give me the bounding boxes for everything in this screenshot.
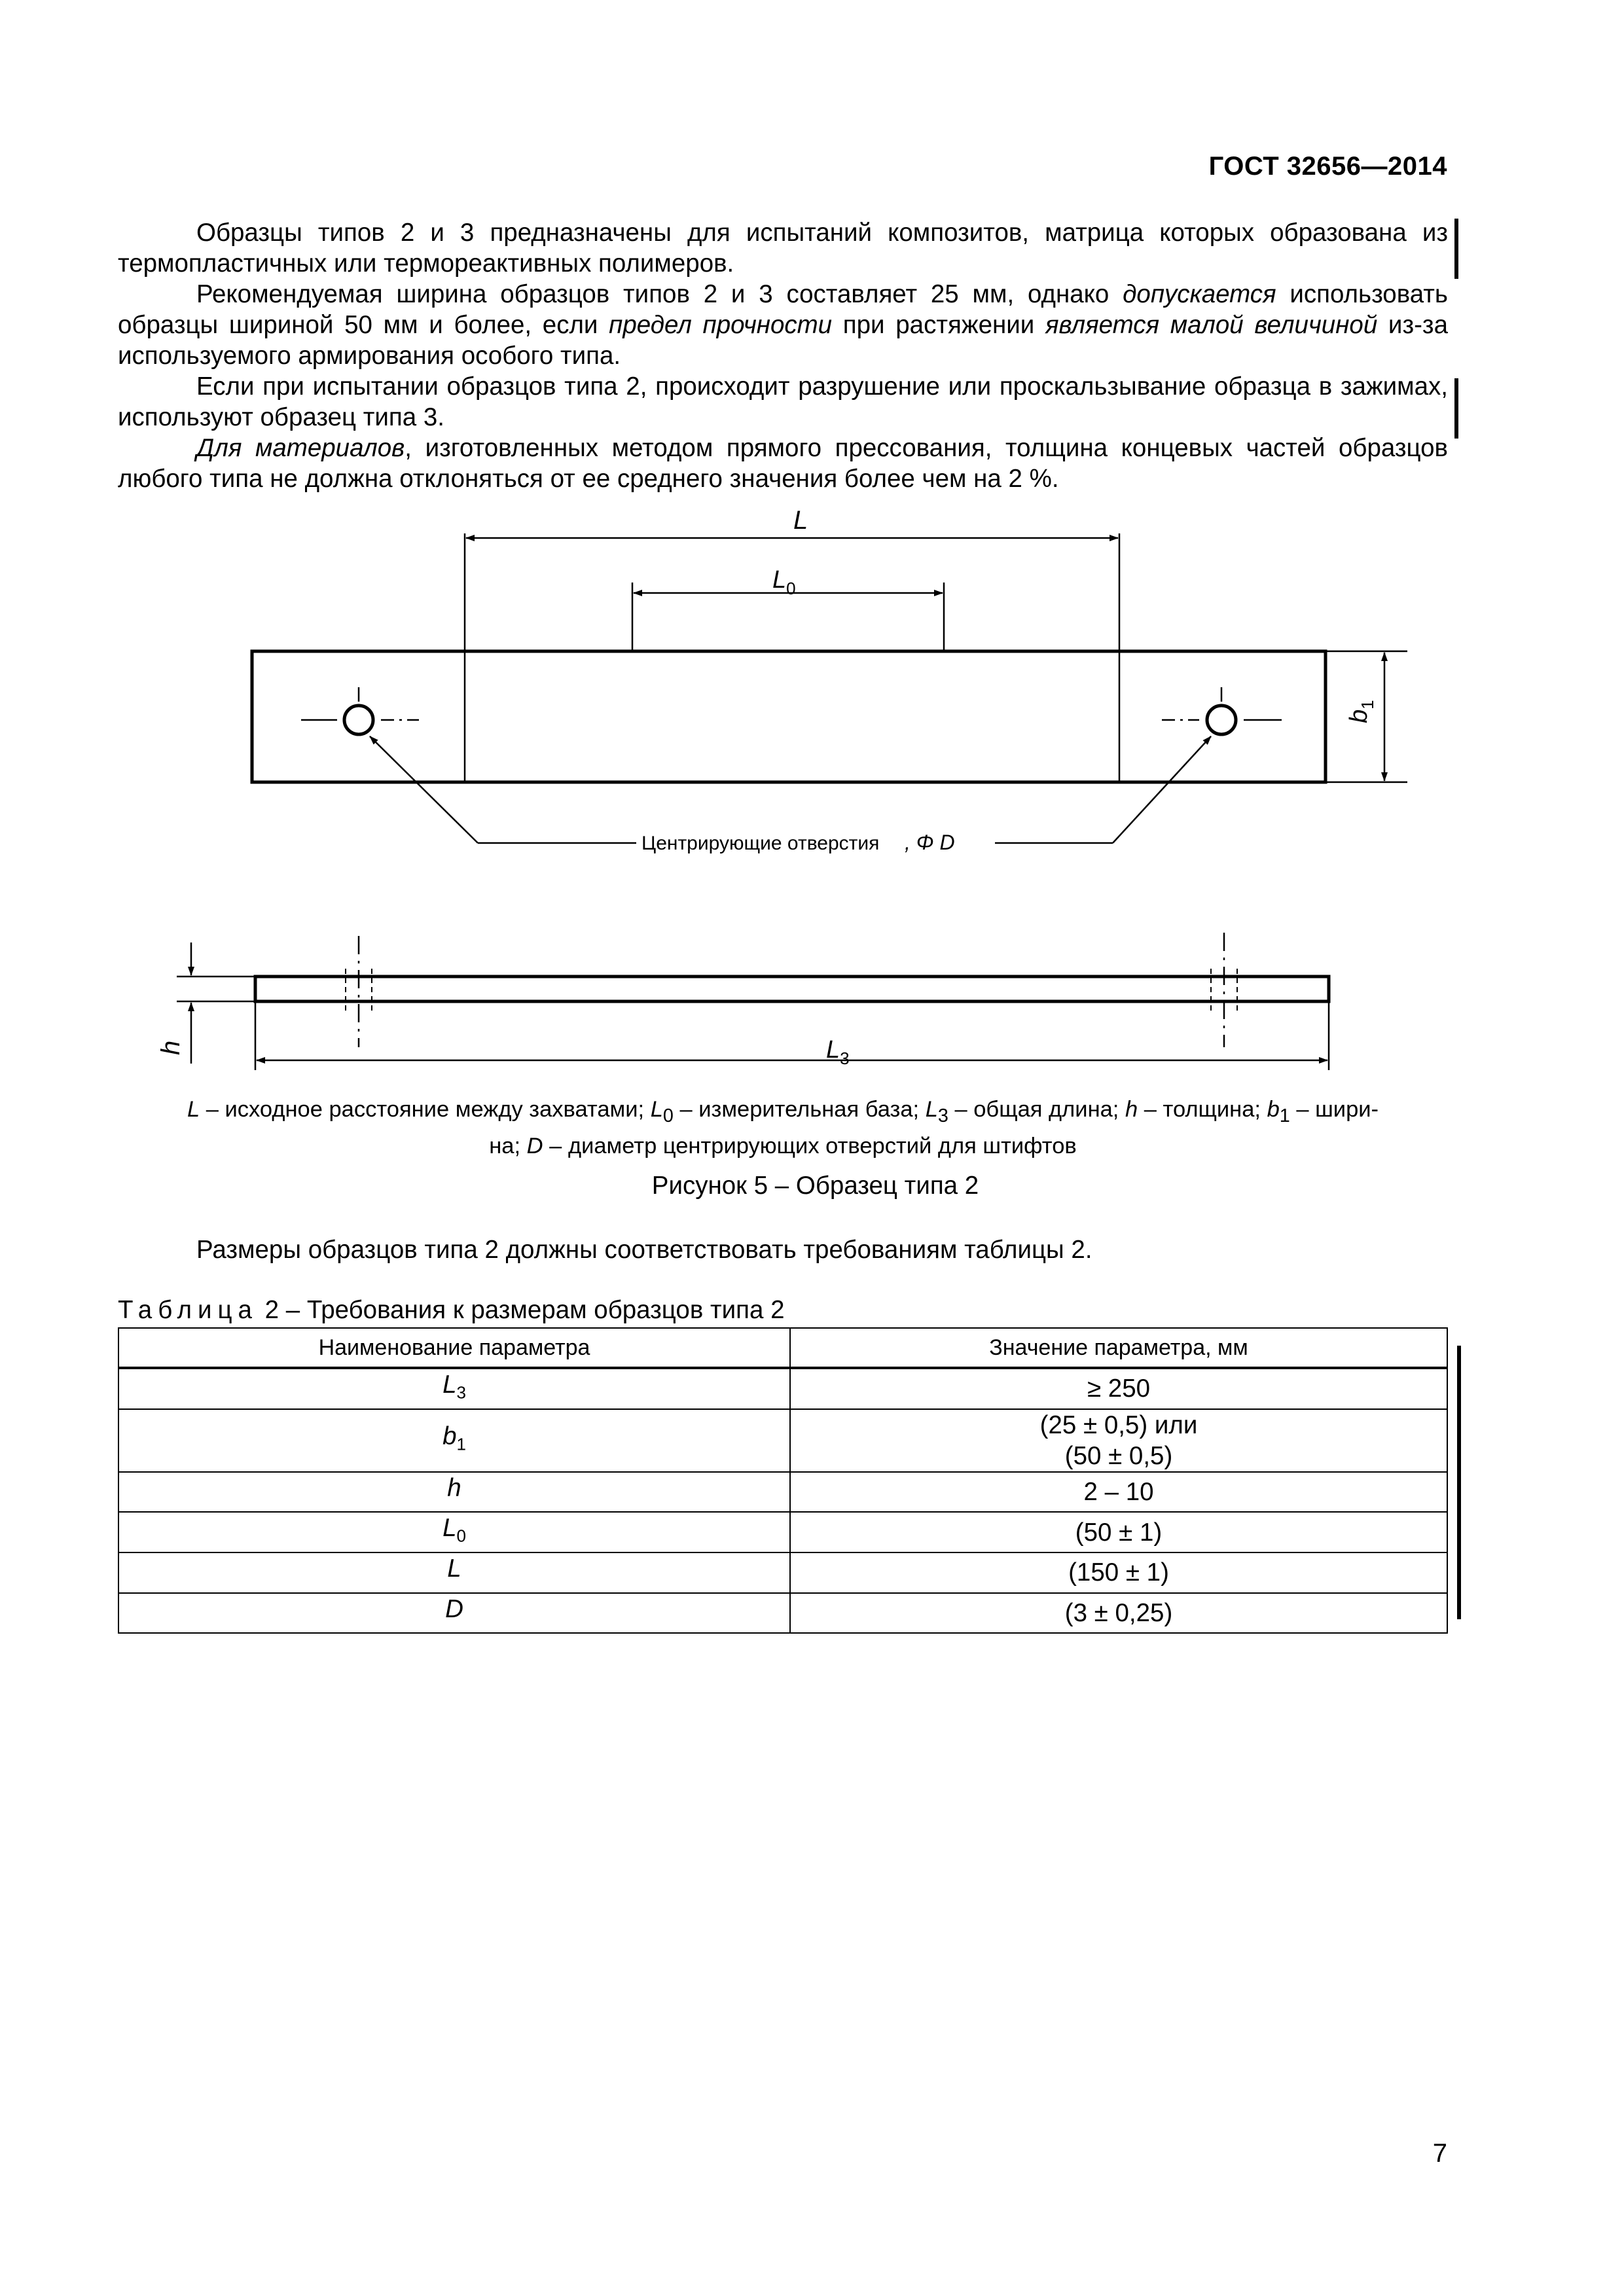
label-L: L <box>793 506 808 535</box>
label-b1: $b_1$ <box>1345 700 1377 723</box>
table-caption: Таблица 2 – Требования к размерам образцов типа 2 <box>118 1296 785 1324</box>
centering-hole-left <box>344 706 373 734</box>
document-header: ГОСТ 32656—2014 <box>1208 152 1447 181</box>
parameter-value: (50 ± 1) <box>790 1512 1447 1552</box>
requirements-table <box>118 1327 1448 1634</box>
figure-title: Рисунок 5 – Образец типа 2 <box>651 1172 979 1200</box>
specimen-plate-side-view <box>255 977 1329 1001</box>
paragraph-1: Образцы типов 2 и 3 предназначены для испытаний композитов, матрица которых образована из термопластичных или термореактивных полимеров. <box>118 219 1448 278</box>
leader-line <box>370 736 478 843</box>
table-row <box>118 1552 1447 1593</box>
table-row <box>118 1472 1447 1513</box>
label-L3: $L_3$ <box>826 1036 850 1068</box>
table-header-row <box>118 1328 1447 1368</box>
label-L0: $L_0$ <box>772 566 796 598</box>
table-row <box>118 1368 1447 1409</box>
parameter-name: $L_0$ <box>118 1512 790 1552</box>
table-intro-text: Размеры образцов типа 2 должны соответствовать требованиям таблицы 2. <box>196 1236 1092 1264</box>
leader-line <box>1113 736 1211 843</box>
parameter-value: 2 – 10 <box>790 1472 1447 1513</box>
page-number: 7 <box>1432 2139 1447 2168</box>
table-row <box>118 1593 1447 1634</box>
paragraph-4: Для материалов, изготовленных методом прямого прессования, толщина концевых частей образцов любого типа не должна отклоняться от ее среднего значения более чем на 2 %. <box>118 434 1448 493</box>
column-header: Значение параметра, мм <box>790 1328 1447 1368</box>
parameter-value: (25 ± 0,5) или (50 ± 0,5) <box>790 1409 1447 1472</box>
figure-legend: L – исходное расстояние между захватами; $L_0$ – измерительная база; $L_3$ – общая длина; h – толщина; $b_1$ – шири- на; D – диаметр центрирующих отверстий для штифтов <box>187 1097 1379 1158</box>
parameter-name: $L_3$ <box>118 1368 790 1409</box>
column-header: Наименование параметра <box>118 1328 790 1368</box>
parameter-value: (150 ± 1) <box>790 1552 1447 1593</box>
table-row <box>118 1512 1447 1552</box>
parameter-name: L <box>118 1552 790 1593</box>
specimen-plate-top-view <box>252 651 1326 782</box>
parameter-value: (3 ± 0,25) <box>790 1593 1447 1634</box>
parameter-name: $b_1$ <box>118 1409 790 1472</box>
label-centering-holes: Центрирующие отверстия <box>641 833 880 854</box>
label-diameter: , Φ D <box>905 831 955 854</box>
paragraph-3: Если при испытании образцов типа 2, происходит разрушение или проскальзывание образца в зажимах, используют образец типа 3. <box>118 372 1448 431</box>
table-row <box>118 1409 1447 1472</box>
label-h: h <box>156 1040 185 1055</box>
parameter-value: ≥ 250 <box>790 1368 1447 1409</box>
parameter-name: D <box>118 1593 790 1634</box>
parameter-name: h <box>118 1472 790 1513</box>
centering-hole-right <box>1207 706 1236 734</box>
paragraph-2: Рекомендуемая ширина образцов типов 2 и 3 составляет 25 мм, однако допускается использовать образцы шириной 50 мм и более, если предел прочности при растяжении является малой величиной из-за используемого армирования особого типа. <box>118 280 1448 370</box>
